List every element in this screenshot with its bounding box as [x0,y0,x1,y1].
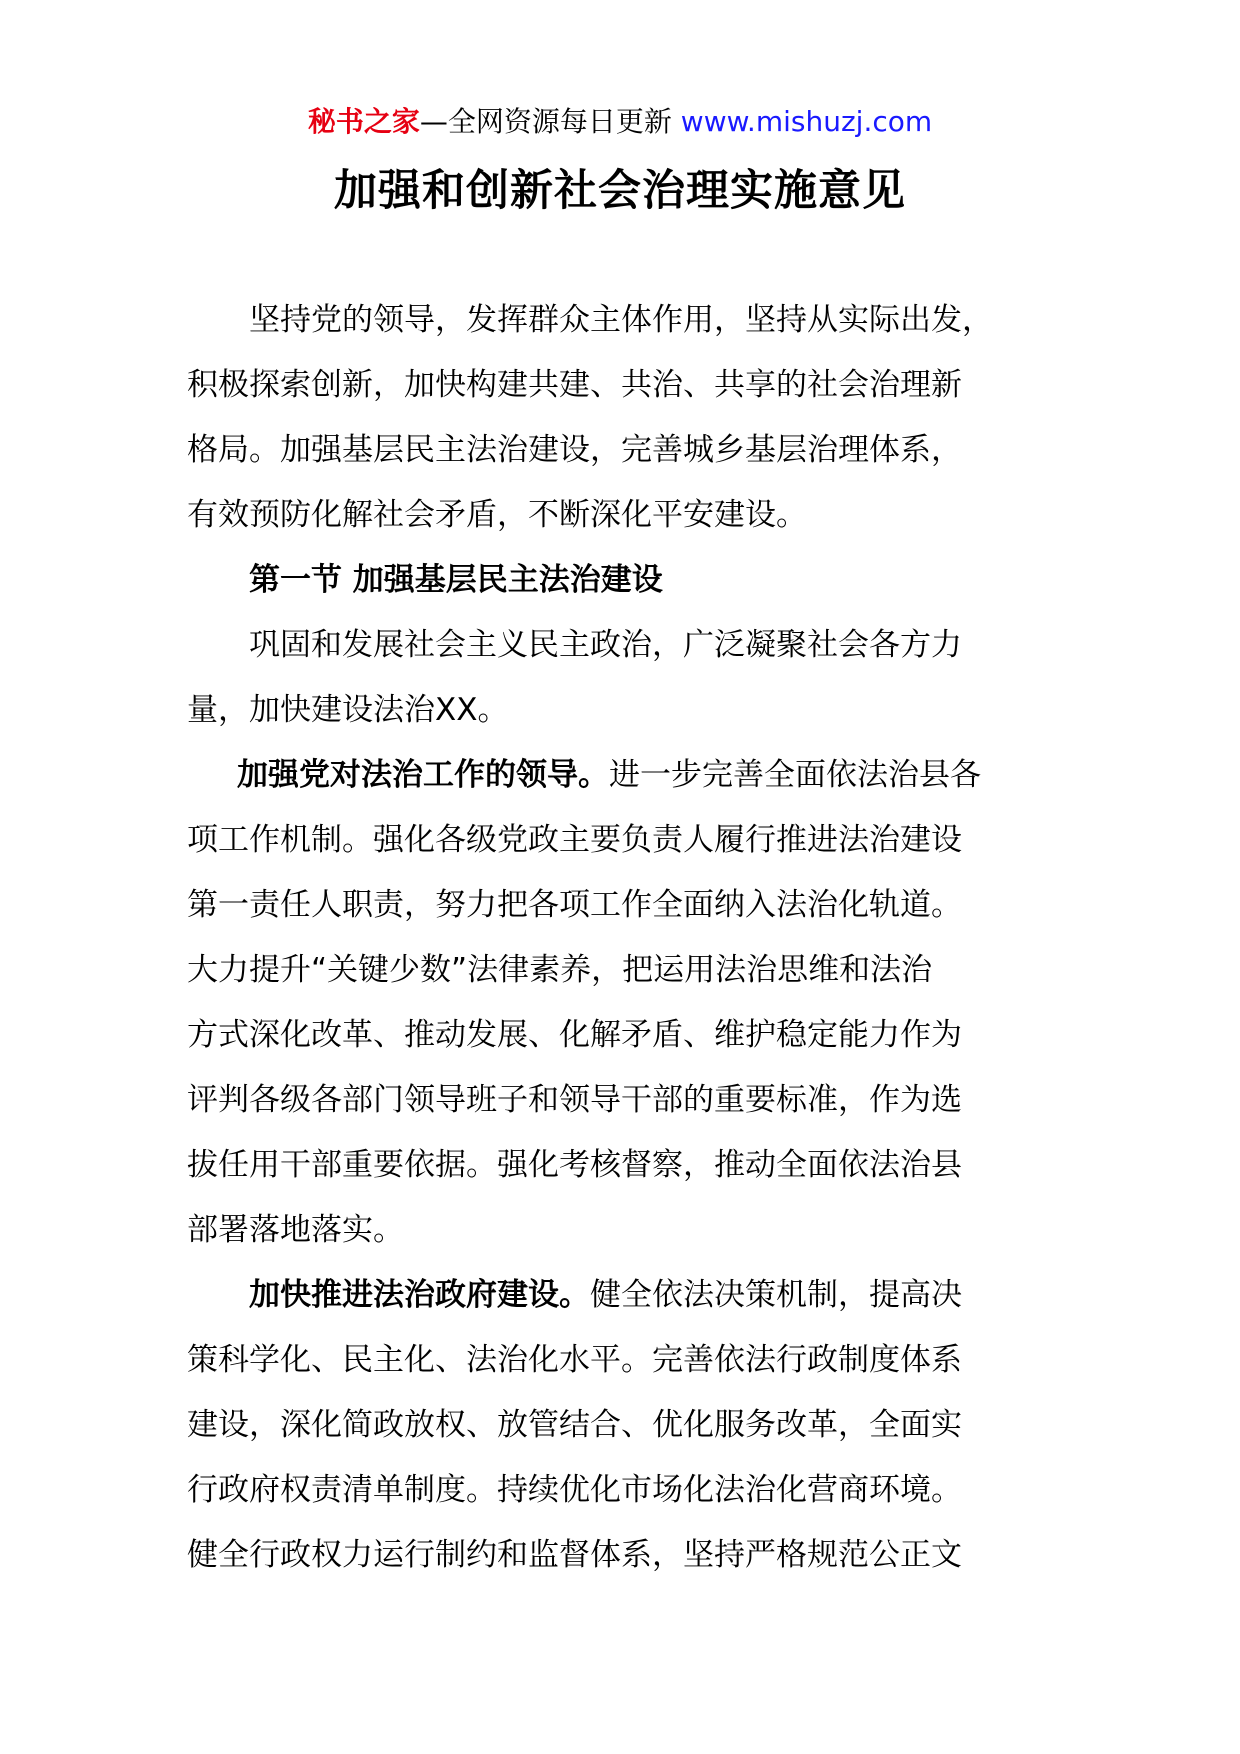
header-slogan: —全网资源每日更新 [419,105,672,138]
intro-line: 积极探索创新，加快构建共建、共治、共享的社会治理新 [187,367,962,403]
leadership-line: 部署落地落实。 [187,1212,404,1248]
leadership-line: 拔任用干部重要依据。强化考核督察，推动全面依法治县 [187,1147,962,1183]
section-line: 量，加快建设法治XX。 [187,692,509,728]
brand-name: 秘书之家 [307,105,420,138]
leadership-paragraph [187,743,1057,1263]
leadership-line: 第一责任人职责，努力把各项工作全面纳入法治化轨道。 [187,887,962,923]
government-line: 策科学化、民主化、法治化水平。完善依法行政制度体系 [187,1342,962,1378]
section-line: 巩固和发展社会主义民主政治，广泛凝聚社会各方力 [249,627,962,663]
government-lead: 加快推进法治政府建设。 [249,1277,590,1313]
government-first-rest: 健全依法决策机制，提高决 [590,1277,962,1313]
section-paragraph [187,613,1057,743]
section-heading-text: 第一节 加强基层民主法治建设 [249,562,663,598]
leadership-first-line [187,743,1057,808]
document-title: 加强和创新社会治理实施意见 [334,166,906,216]
leadership-line: 评判各级各部门领导班子和领导干部的重要标准，作为选 [187,1082,962,1118]
leadership-line: 方式深化改革、推动发展、化解矛盾、维护稳定能力作为 [187,1017,962,1053]
leadership-lead: 加强党对法治工作的领导。 [237,757,609,793]
section-heading [187,548,1057,613]
leadership-line: 大力提升“关键少数”法律素养，把运用法治思维和法治 [187,952,933,988]
leadership-line: 项工作机制。强化各级党政主要负责人履行推进法治建设 [187,822,962,858]
government-line: 建设，深化简政放权、放管结合、优化服务改革，全面实 [187,1407,962,1443]
document-body [187,288,1057,1588]
government-paragraph [187,1263,1057,1588]
government-line: 健全行政权力运行制约和监督体系，坚持严格规范公正文 [187,1537,962,1573]
government-line: 行政府权责清单制度。持续优化市场化法治化营商环境。 [187,1472,962,1508]
government-first-line [187,1263,1057,1328]
intro-line: 格局。加强基层民主法治建设，完善城乡基层治理体系， [187,432,962,468]
intro-line: 有效预防化解社会矛盾，不断深化平安建设。 [187,497,807,533]
intro-paragraph [187,288,1057,548]
site-header [0,102,1240,142]
intro-line: 坚持党的领导，发挥群众主体作用，坚持从实际出发， [249,302,993,338]
site-url-link[interactable]: www.mishuzj.com [680,105,933,138]
leadership-first-rest: 进一步完善全面依法治县各 [609,757,981,793]
